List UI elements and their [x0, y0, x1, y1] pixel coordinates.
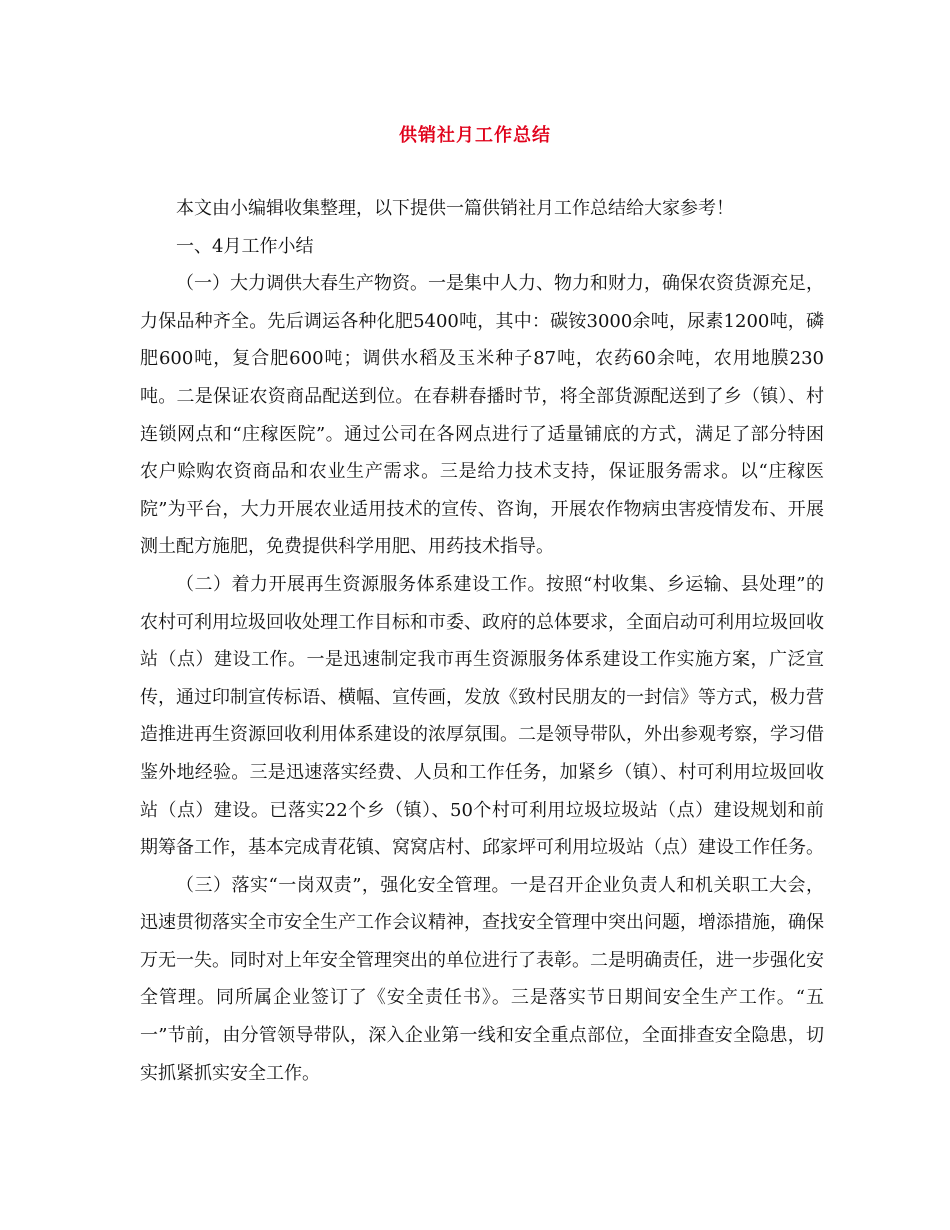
paragraph-item-2: （二）着力开展再生资源服务体系建设工作。按照“村收集、乡运输、县处理”的农村可利用垃圾回收处理工作目标和市委、政府的总体要求，全面启动可利用垃圾回收站（点）建设工作。一是迅速制定我市再生资源服务体系建设工作实施方案，广泛宣传，通过印制宣传标语、横幅、宣传画，发放《致村民朋友的一封信》等方式，极力营造推进再生资源回收利用体系建设的浓厚氛围。二是领导带队，外出参观考察，学习借鉴外地经验。三是迅速落实经费、人员和工作任务，加紧乡（镇）、村可利用垃圾回收站（点）建设。已落实22个乡（镇）、50个村可利用垃圾垃圾站（点）建设规划和前期筹备工作，基本完成青花镇、窝窝店村、邱家坪可利用垃圾站（点）建设工作任务。 — [140, 573, 824, 859]
document-title: 供销社月工作总结 — [399, 125, 551, 146]
paragraph-item-1: （一）大力调供大春生产物资。一是集中人力、物力和财力，确保农资货源充足，力保品种齐全。先后调运各种化肥5400吨，其中：碳铵3000余吨，尿素1200吨，磷肥600吨，复合肥600吨；调供水稻及玉米种子87吨，农药60余吨，农用地膜230吨。二是保证农资商品配送到位。在春耕春播时节，将全部货源配送到了乡（镇）、村连锁网点和“庄稼医院”。通过公司在各网点进行了适量铺底的方式，满足了部分特困农户赊购农资商品和农业生产需求。三是给力技术支持，保证服务需求。以“庄稼医院”为平台，大力开展农业适用技术的宣传、咨询，开展农作物病虫害疫情发布、开展测土配方施肥，免费提供科学用肥、用药技术指导。 — [140, 273, 824, 558]
section-heading: 一、4月工作小结 — [176, 235, 314, 257]
intro-paragraph: 本文由小编辑收集整理，以下提供一篇供销社月工作总结给大家参考！ — [176, 198, 734, 219]
document-body — [140, 190, 824, 1092]
paragraph-item-3: （三）落实“一岗双责”，强化安全管理。一是召开企业负责人和机关职工大会，迅速贯彻落实全市安全生产工作会议精神，查找安全管理中突出问题，增添措施，确保万无一失。同时对上年安全管理突出的单位进行了表彰。二是明确责任，进一步强化安全管理。同所属企业签订了《安全责任书》。三是落实节日期间安全生产工作。“五一”节前，由分管领导带队，深入企业第一线和安全重点部位，全面排查安全隐患，切实抓紧抓实安全工作。 — [140, 874, 824, 1084]
